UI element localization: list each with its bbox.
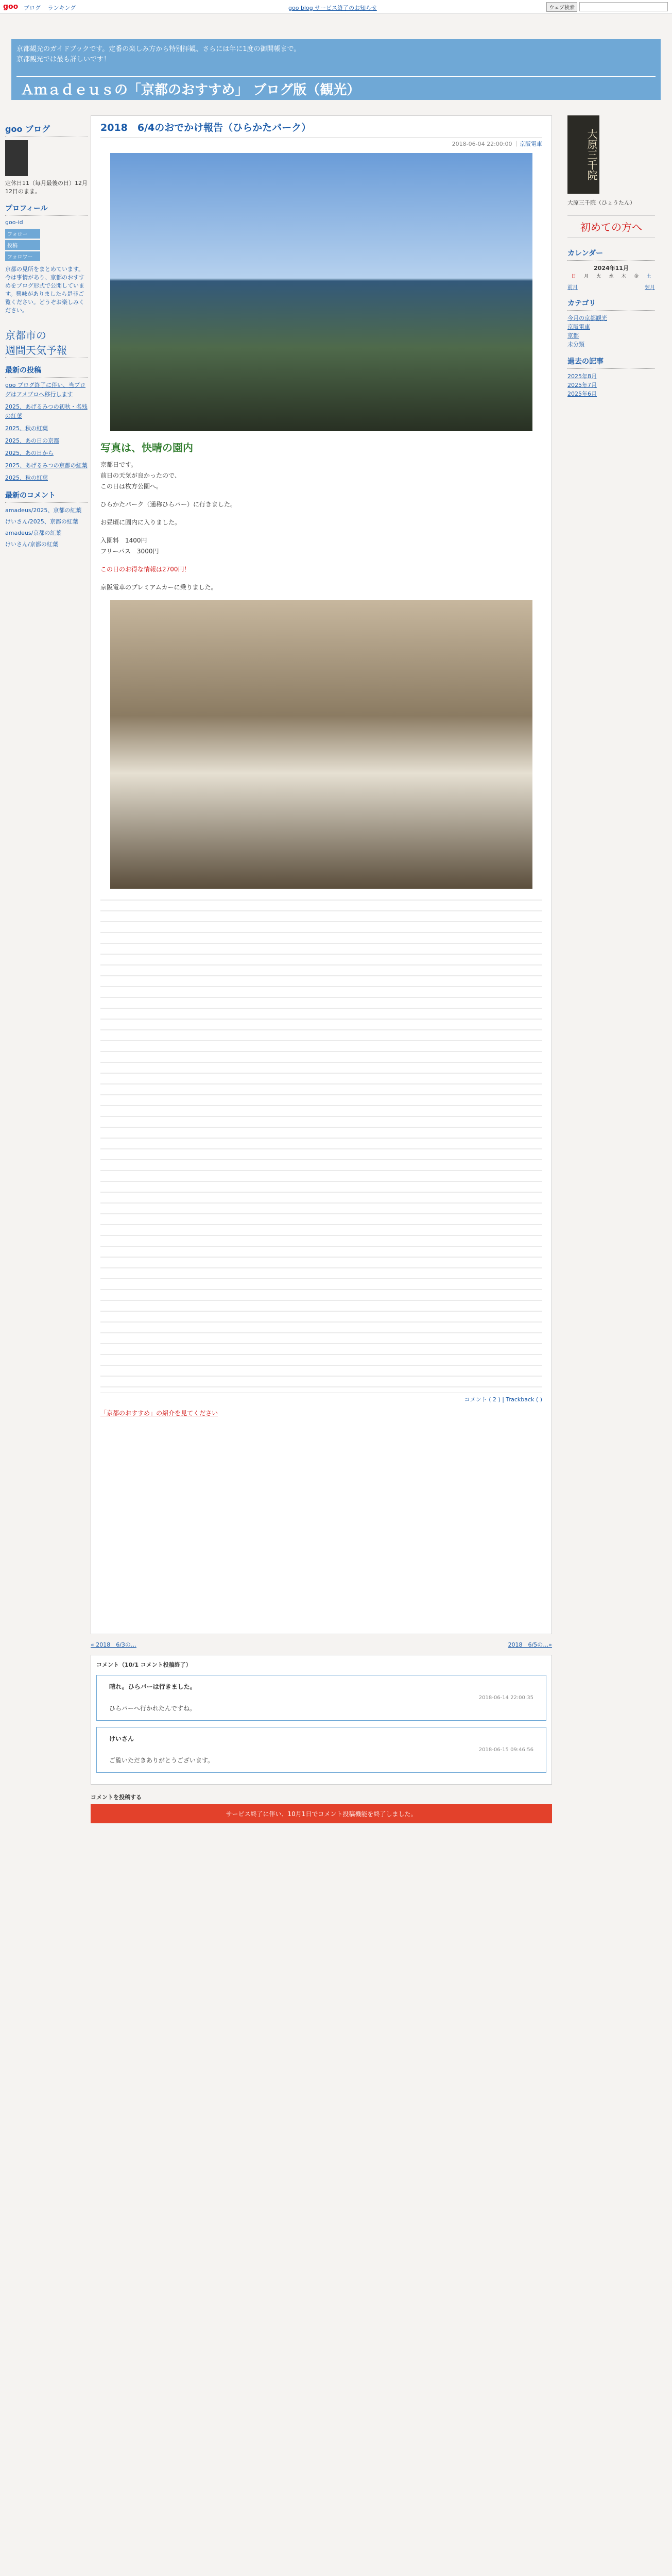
recent-comment[interactable]: amadeus/京都の紅葉 — [5, 530, 62, 536]
weather-heading[interactable]: 京都市の 週間天気予報 — [5, 327, 88, 358]
web-search-input[interactable] — [579, 2, 668, 11]
weekday: 木 — [621, 274, 626, 279]
top-bar — [0, 0, 672, 14]
weekday: 金 — [634, 274, 639, 279]
prev-post-link[interactable]: « 2018 6/3の… — [91, 1641, 136, 1648]
recent-post[interactable]: goo ブログ終了に伴い、当ブログはアメブロへ移行します — [5, 382, 85, 398]
comment-item — [96, 1675, 546, 1721]
entry-text-lines — [100, 894, 542, 1388]
entry-paragraph: 京都日です。 前日の天気が良かったので、 この日は枚方公園へ。 — [100, 461, 181, 490]
blog-entry — [91, 115, 552, 1634]
archive-heading: 過去の記事 — [567, 354, 655, 369]
comment-item — [96, 1727, 546, 1773]
calendar-next[interactable]: 翌月 — [645, 285, 655, 291]
recent-comment[interactable]: けいさん/2025、京都の紅葉 — [5, 518, 78, 525]
entry-paragraph: 京阪電車のプレミアムカーに乗りました。 — [100, 584, 217, 591]
profile-image — [5, 140, 28, 176]
weekday: 土 — [646, 274, 651, 279]
entry-link-red[interactable]: 「京都のおすすめ」の紹介を見てください — [100, 1410, 218, 1417]
blog-title[interactable]: Ａｍａｄｅｕｓの「京都のおすすめ」 ブログ版（観光） — [21, 82, 360, 98]
entry-paragraph: お昼頃に園内に入りました。 — [100, 519, 181, 526]
shrine-plaque-label: 大原三千院 — [585, 129, 598, 180]
entry-title[interactable]: 2018 6/4のおでかけ報告（ひらかたパーク） — [100, 120, 542, 138]
comments-heading: コメント（10/1 コメント投稿終了） — [96, 1662, 192, 1668]
category-item[interactable]: 京阪電車 — [567, 324, 590, 330]
post-nav — [91, 1640, 552, 1649]
service-end-notice[interactable]: goo blog サービス終了のお知らせ — [288, 5, 377, 11]
calendar-prev[interactable]: 前月 — [567, 285, 578, 291]
shrine-plaque — [567, 115, 599, 194]
comment-text: ひらパーへ行かれたんですね。 — [109, 1705, 196, 1712]
right-sidebar — [567, 115, 655, 398]
shrine-caption: 大原三千院（ひょうたん） — [567, 199, 635, 206]
weekday: 水 — [609, 274, 614, 279]
main-column — [91, 115, 552, 1823]
profile-menu-follower[interactable]: フォロワー — [5, 251, 40, 261]
recent-post[interactable]: 2025、秋の紅葉 — [5, 425, 48, 432]
archive-item[interactable]: 2025年6月 — [567, 391, 597, 397]
next-post-link[interactable]: 2018 6/5の…» — [508, 1641, 552, 1648]
blog-header — [11, 39, 661, 100]
category-item[interactable]: 未分類 — [567, 341, 584, 348]
category-heading: カテゴリ — [567, 296, 655, 311]
archive-item[interactable]: 2025年8月 — [567, 373, 597, 380]
recent-post[interactable]: 2025、秋の紅葉 — [5, 474, 48, 481]
calendar-nav — [567, 283, 655, 291]
comment-closed-button[interactable]: サービス終了に伴い、10月1日でコメント投稿機能を終了しました。 — [91, 1804, 552, 1823]
recent-comments-heading: 最新のコメント — [5, 488, 88, 503]
weekday: 日 — [571, 274, 576, 279]
recent-comments-list — [5, 506, 88, 549]
calendar — [567, 264, 655, 291]
profile-text: 京都の見所をまとめています。今は事情があり、京都のおすすめをブログ形式で公開しています。興味がありましたら是非ご覧ください。どうぞお楽しみください。 — [5, 266, 85, 314]
goo-blog-heading[interactable]: goo ブログ — [5, 121, 88, 137]
recent-comment[interactable]: けいさん/京都の紅葉 — [5, 541, 58, 548]
goo-logo[interactable]: goo — [3, 3, 19, 11]
left-sidebar — [5, 115, 88, 551]
comment-author: 晴れ。ひらパーは行きました。 — [109, 1683, 196, 1690]
amusement-park-photo — [110, 153, 532, 431]
comment-text: ご覧いただきありがとうございます。 — [109, 1757, 214, 1764]
calendar-month: 2024年11月 — [594, 265, 629, 272]
calendar-weekdays — [567, 272, 655, 280]
first-time-heading[interactable]: 初めての方へ — [567, 215, 655, 238]
premium-car-photo — [110, 600, 532, 889]
recent-posts-heading: 最新の投稿 — [5, 363, 88, 378]
profile-id[interactable]: goo-id — [5, 219, 23, 226]
entry-date: 2018-06-04 22:00:00 — [452, 141, 512, 147]
weekday: 火 — [596, 274, 601, 279]
entry-meta: 2018-06-04 22:00:00 ｜京阪電車 — [452, 141, 542, 147]
category-list — [567, 314, 655, 349]
entry-category[interactable]: 京阪電車 — [520, 141, 542, 147]
calendar-heading: カレンダー — [567, 246, 655, 261]
profile-menu — [5, 229, 88, 261]
entry-footer[interactable]: コメント ( 2 ) | Trackback ( ) — [100, 1393, 542, 1403]
category-item[interactable]: 今月の京都観光 — [567, 315, 607, 321]
archive-list — [567, 372, 655, 398]
recent-post[interactable]: 2025、あげるみつの京都の紅葉 — [5, 462, 88, 469]
recent-post[interactable]: 2025、あの日から — [5, 450, 54, 456]
entry-paragraph: ひらかたパーク（通称ひらパー）に行きました。 — [100, 501, 237, 508]
profile-menu-post[interactable]: 投稿 — [5, 240, 40, 250]
recent-post[interactable]: 2025、あの日の京都 — [5, 437, 59, 444]
recent-post[interactable]: 2025、あげるみつの初秋・名残の紅葉 — [5, 403, 88, 419]
blog-link[interactable]: ブログ — [24, 5, 41, 11]
entry-paragraph: 入園料 1400円 フリーパス 3000円 — [100, 537, 159, 555]
blog-description: 京都観光のガイドブックです。定番の楽しみ方から特別拝観、さらには年に1度の御開帳まで。 京都観光では最も詳しいです！ — [16, 45, 301, 63]
profile-date: 定休日11（毎月最後の日）12月12日のまま。 — [5, 180, 88, 195]
archive-item[interactable]: 2025年7月 — [567, 382, 597, 388]
comment-author: けいさん — [109, 1735, 134, 1742]
recent-posts-list — [5, 381, 88, 483]
web-search-button[interactable]: ウェブ検索 — [546, 2, 577, 12]
entry-paragraph-red: この日のお得な情報は2700円！ — [100, 566, 191, 573]
header-divider — [16, 76, 656, 77]
web-search — [546, 2, 668, 12]
entry-subhead: 写真は、快晴の園内 — [100, 442, 193, 454]
recent-comment[interactable]: amadeus/2025、京都の紅葉 — [5, 507, 82, 514]
profile-heading: プロフィール — [5, 201, 88, 216]
comment-post-heading: コメントを投稿する — [91, 1794, 142, 1801]
ranking-link[interactable]: ランキング — [47, 5, 76, 11]
category-item[interactable]: 京都 — [567, 332, 579, 339]
profile-menu-follow[interactable]: フォロー — [5, 229, 40, 239]
comment-date: 2018-06-14 22:00:35 — [478, 1695, 533, 1701]
comments-section — [91, 1655, 552, 1785]
comment-date: 2018-06-15 09:46:56 — [478, 1747, 533, 1753]
weekday: 月 — [583, 274, 589, 279]
